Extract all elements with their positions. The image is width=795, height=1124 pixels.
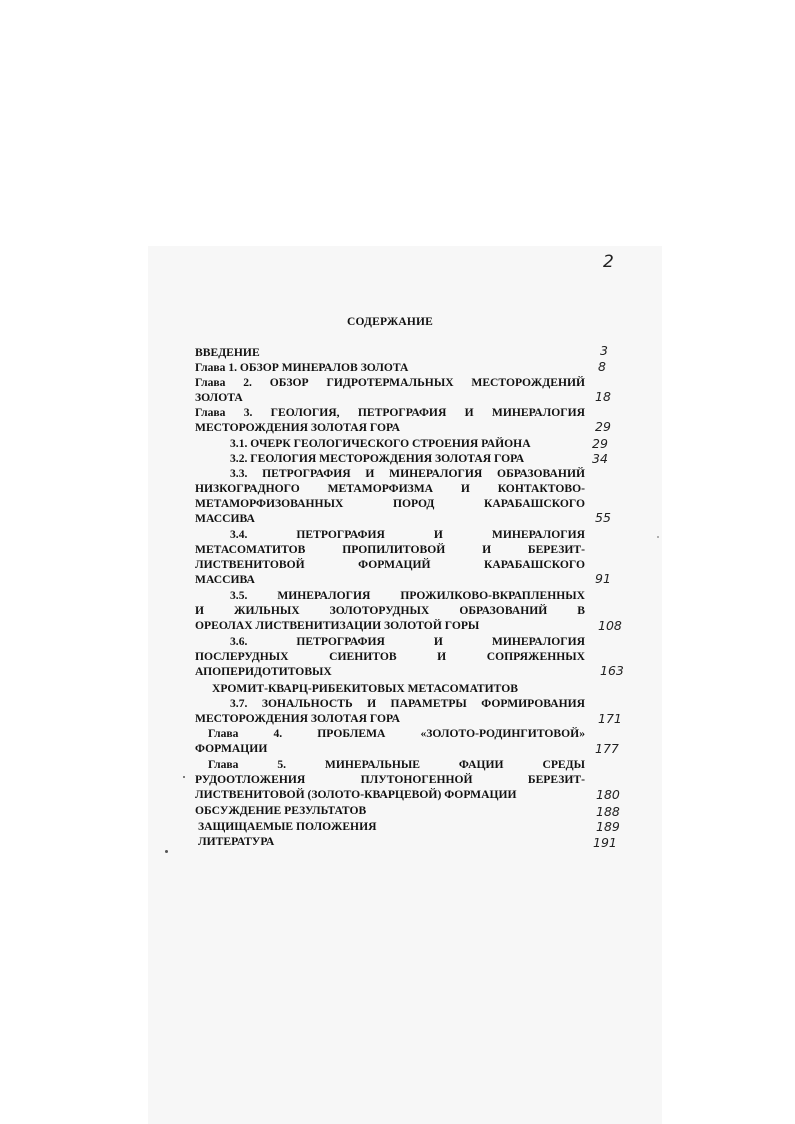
toc-page-ch1: 8 [598,359,606,374]
toc-page-s36: 163 [600,663,624,678]
toc-entry-ch2-line2: ЗОЛОТА [195,391,243,404]
toc-entry-ch4-line2: ФОРМАЦИИ [195,742,268,755]
toc-page-s37: 171 [598,711,622,726]
toc-entry-s34-line2: МЕТАСОМАТИТОВ ПРОПИЛИТОВОЙ И БЕРЕЗИТ- [195,543,585,556]
toc-entry-ch5-line1: Глава 5. МИНЕРАЛЬНЫЕ ФАЦИИ СРЕДЫ [208,758,585,771]
toc-entry-discussion: ОБСУЖДЕНИЕ РЕЗУЛЬТАТОВ [195,804,367,817]
toc-entry-s37-line2: МЕСТОРОЖДЕНИЯ ЗОЛОТАЯ ГОРА [195,712,400,725]
toc-page-literature: 191 [593,835,617,850]
toc-entry-ch3-line1: Глава 3. ГЕОЛОГИЯ, ПЕТРОГРАФИЯ И МИНЕРАЛОГИЯ [195,406,585,419]
page-number: 2 [603,252,614,272]
toc-entry-s32: 3.2. ГЕОЛОГИЯ МЕСТОРОЖДЕНИЯ ЗОЛОТАЯ ГОРА [230,452,525,465]
toc-page-ch2: 18 [595,389,611,404]
toc-page-discussion: 188 [596,804,620,819]
toc-page-s31: 29 [592,436,608,451]
toc-entry-s33-line2: НИЗКОГРАДНОГО МЕТАМОРФИЗМА И КОНТАКТОВО- [195,482,585,495]
toc-page-s35: 108 [598,618,622,633]
toc-entry-ch5-line2: РУДООТЛОЖЕНИЯ ПЛУТОНОГЕННОЙ БЕРЕЗИТ- [195,773,585,786]
toc-entry-s35-line3: ОРЕОЛАХ ЛИСТВЕНИТИЗАЦИИ ЗОЛОТОЙ ГОРЫ [195,619,480,632]
toc-entry-s36-line2: ПОСЛЕРУДНЫХ СИЕНИТОВ И СОПРЯЖЕННЫХ [195,650,585,663]
toc-entry-ch1: Глава 1. ОБЗОР МИНЕРАЛОВ ЗОЛОТА [195,361,409,374]
toc-page-ch3: 29 [595,419,611,434]
toc-entry-s31: 3.1. ОЧЕРК ГЕОЛОГИЧЕСКОГО СТРОЕНИЯ РАЙОНА [230,437,531,450]
toc-page-intro: 3 [600,343,608,358]
toc-entry-s35-line2: И ЖИЛЬНЫХ ЗОЛОТОРУДНЫХ ОБРАЗОВАНИЙ В [195,604,585,617]
toc-entry-ch5-line3: ЛИСТВЕНИТОВОЙ (ЗОЛОТО-КВАРЦЕВОЙ) ФОРМАЦИИ [195,788,517,801]
toc-entry-s33-line3: МЕТАМОРФИЗОВАННЫХ ПОРОД КАРАБАШСКОГО [195,497,585,510]
toc-entry-s36-line1: 3.6. ПЕТРОГРАФИЯ И МИНЕРАЛОГИЯ [230,635,585,648]
toc-entry-s34-line1: 3.4. ПЕТРОГРАФИЯ И МИНЕРАЛОГИЯ [230,528,585,541]
scan-speck [657,536,659,538]
toc-entry-s36-line3: АПОПЕРИДОТИТОВЫХ [195,665,332,678]
toc-page-s33: 55 [595,510,611,525]
toc-entry-s33-line4: МАССИВА [195,512,255,525]
toc-entry-s37-line1: 3.7. ЗОНАЛЬНОСТЬ И ПАРАМЕТРЫ ФОРМИРОВАНИЯ [230,697,585,710]
scan-speck [183,776,185,778]
toc-entry-intro: ВВЕДЕНИЕ [195,346,260,359]
toc-title: СОДЕРЖАНИЕ [346,316,434,328]
toc-entry-ch2-line1: Глава 2. ОБЗОР ГИДРОТЕРМАЛЬНЫХ МЕСТОРОЖДЕНИЙ [195,376,585,389]
toc-page-s34: 91 [595,571,611,586]
toc-entry-ch4-line1: Глава 4. ПРОБЛЕМА «ЗОЛОТО-РОДИНГИТОВОЙ» [208,727,585,740]
toc-entry-theses: ЗАЩИЩАЕМЫЕ ПОЛОЖЕНИЯ [198,820,377,833]
toc-page-s32: 34 [592,451,608,466]
toc-entry-ch3-line2: МЕСТОРОЖДЕНИЯ ЗОЛОТАЯ ГОРА [195,421,400,434]
toc-entry-s34-line3: ЛИСТВЕНИТОВОЙ ФОРМАЦИЙ КАРАБАШСКОГО [195,558,585,571]
toc-entry-s35-line1: 3.5. МИНЕРАЛОГИЯ ПРОЖИЛКОВО-ВКРАПЛЕННЫХ [230,589,585,602]
scan-speck [165,850,168,853]
toc-entry-s34-line4: МАССИВА [195,573,255,586]
toc-entry-literature: ЛИТЕРАТУРА [198,835,275,848]
toc-entry-s33-line1: 3.3. ПЕТРОГРАФИЯ И МИНЕРАЛОГИЯ ОБРАЗОВАНИЙ [230,467,585,480]
toc-entry-s36-line4: ХРОМИТ-КВАРЦ-РИБЕКИТОВЫХ МЕТАСОМАТИТОВ [212,682,519,695]
toc-page-ch5: 180 [596,787,620,802]
toc-page-ch4: 177 [595,741,619,756]
toc-page-theses: 189 [596,819,620,834]
